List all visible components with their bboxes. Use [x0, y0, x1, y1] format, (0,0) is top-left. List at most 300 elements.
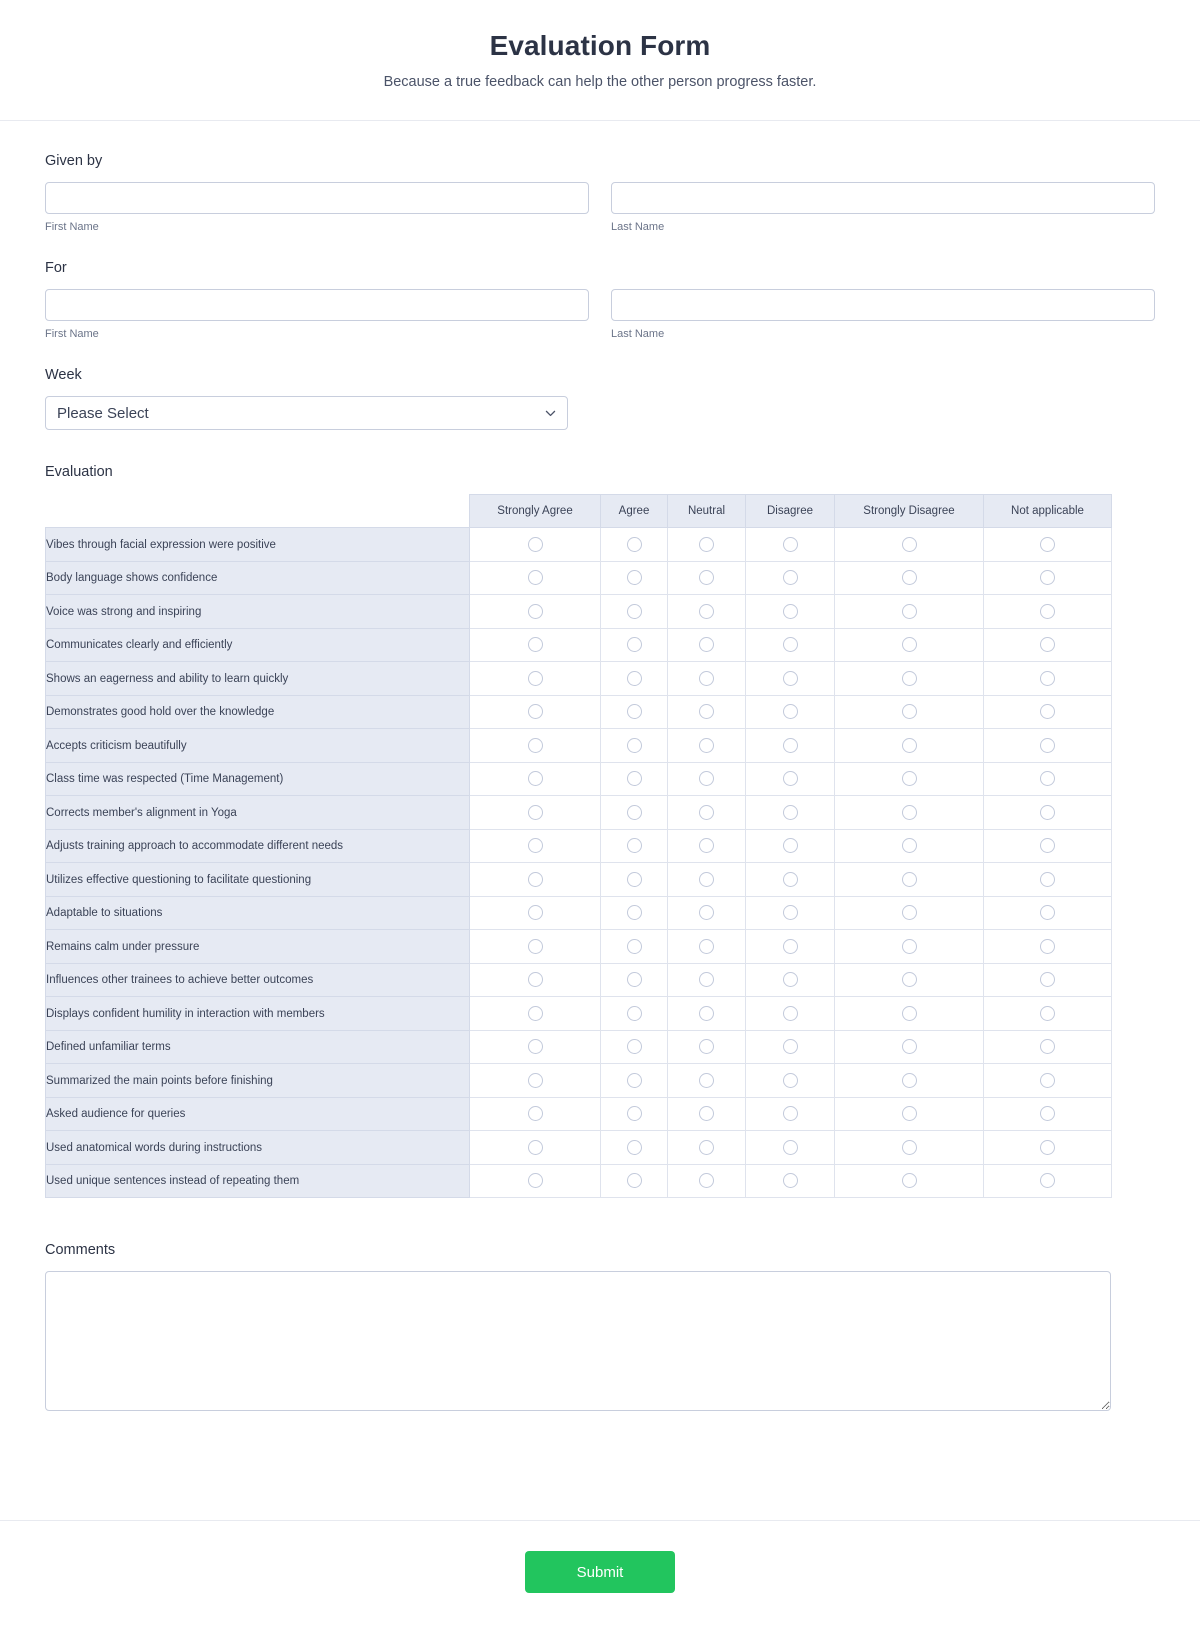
table-row	[46, 662, 1112, 696]
radio-button-icon[interactable]	[902, 637, 917, 652]
matrix-radio-cell[interactable]	[984, 930, 1112, 964]
radio-button-icon[interactable]	[699, 805, 714, 820]
radio-button-icon[interactable]	[528, 1039, 543, 1054]
radio-button-icon[interactable]	[783, 671, 798, 686]
radio-button-icon[interactable]	[699, 738, 714, 753]
radio-button-icon[interactable]	[1040, 704, 1055, 719]
radio-button-icon[interactable]	[528, 570, 543, 585]
matrix-radio-cell[interactable]	[470, 729, 601, 763]
matrix-radio-cell[interactable]	[601, 1097, 668, 1131]
matrix-radio-cell[interactable]	[835, 561, 984, 595]
matrix-radio-cell[interactable]	[835, 1030, 984, 1064]
matrix-radio-cell[interactable]	[601, 896, 668, 930]
radio-button-icon[interactable]	[699, 570, 714, 585]
radio-button-icon[interactable]	[783, 1006, 798, 1021]
radio-button-icon[interactable]	[627, 1073, 642, 1088]
radio-button-icon[interactable]	[783, 738, 798, 753]
page-title: Evaluation Form	[489, 30, 711, 61]
matrix-radio-cell[interactable]	[668, 662, 746, 696]
matrix-header-row	[46, 495, 1112, 528]
radio-button-icon[interactable]	[1040, 604, 1055, 619]
matrix-radio-cell[interactable]	[601, 863, 668, 897]
radio-button-icon[interactable]	[528, 704, 543, 719]
radio-button-icon[interactable]	[627, 838, 642, 853]
radio-button-icon[interactable]	[783, 939, 798, 954]
radio-button-icon[interactable]	[783, 1140, 798, 1155]
radio-button-icon[interactable]	[699, 872, 714, 887]
matrix-radio-cell[interactable]	[835, 1097, 984, 1131]
matrix-radio-cell[interactable]	[668, 997, 746, 1031]
radio-button-icon[interactable]	[699, 905, 714, 920]
radio-button-icon[interactable]	[627, 570, 642, 585]
matrix-radio-cell[interactable]	[835, 796, 984, 830]
matrix-radio-cell[interactable]	[601, 1164, 668, 1198]
radio-button-icon[interactable]	[902, 1073, 917, 1088]
radio-button-icon[interactable]	[699, 1073, 714, 1088]
comments-textarea[interactable]	[45, 1271, 1111, 1411]
matrix-radio-cell[interactable]	[470, 930, 601, 964]
radio-button-icon[interactable]	[627, 972, 642, 987]
matrix-corner-cell	[46, 495, 470, 528]
given-by-first-name-input[interactable]	[45, 182, 589, 214]
matrix-radio-cell[interactable]	[746, 762, 835, 796]
matrix-radio-cell[interactable]	[668, 1030, 746, 1064]
radio-button-icon[interactable]	[783, 905, 798, 920]
matrix-radio-cell[interactable]	[470, 997, 601, 1031]
matrix-radio-cell[interactable]	[668, 1097, 746, 1131]
radio-button-icon[interactable]	[627, 604, 642, 619]
matrix-radio-cell[interactable]	[470, 963, 601, 997]
radio-button-icon[interactable]	[902, 671, 917, 686]
matrix-radio-cell[interactable]	[746, 628, 835, 662]
radio-button-icon[interactable]	[528, 738, 543, 753]
radio-button-icon[interactable]	[1040, 1106, 1055, 1121]
for-last-name-input[interactable]	[611, 289, 1155, 321]
matrix-radio-cell[interactable]	[746, 863, 835, 897]
matrix-radio-cell[interactable]	[668, 561, 746, 595]
matrix-radio-cell[interactable]	[746, 997, 835, 1031]
radio-button-icon[interactable]	[1040, 838, 1055, 853]
column-header-neutral: Neutral	[668, 495, 746, 528]
radio-button-icon[interactable]	[1040, 738, 1055, 753]
radio-button-icon[interactable]	[699, 704, 714, 719]
matrix-radio-cell[interactable]	[601, 997, 668, 1031]
matrix-radio-cell[interactable]	[668, 595, 746, 629]
given-by-last-name-col	[611, 182, 1155, 234]
radio-button-icon[interactable]	[528, 838, 543, 853]
radio-button-icon[interactable]	[627, 671, 642, 686]
field-group-week	[45, 367, 1155, 430]
radio-button-icon[interactable]	[902, 1006, 917, 1021]
table-row	[46, 963, 1112, 997]
matrix-row-label: Summarized the main points before finishing	[46, 1064, 470, 1098]
radio-button-icon[interactable]	[783, 872, 798, 887]
matrix-radio-cell[interactable]	[746, 528, 835, 562]
radio-button-icon[interactable]	[627, 1173, 642, 1188]
radio-button-icon[interactable]	[627, 771, 642, 786]
matrix-radio-cell[interactable]	[984, 1030, 1112, 1064]
matrix-radio-cell[interactable]	[984, 729, 1112, 763]
for-name-row	[45, 289, 1155, 341]
radio-button-icon[interactable]	[1040, 637, 1055, 652]
radio-button-icon[interactable]	[1040, 805, 1055, 820]
matrix-radio-cell[interactable]	[601, 1030, 668, 1064]
for-label: For	[45, 260, 67, 277]
radio-button-icon[interactable]	[783, 704, 798, 719]
matrix-row-label: Corrects member's alignment in Yoga	[46, 796, 470, 830]
radio-button-icon[interactable]	[699, 1106, 714, 1121]
matrix-row-label: Defined unfamiliar terms	[46, 1030, 470, 1064]
radio-button-icon[interactable]	[1040, 1039, 1055, 1054]
matrix-radio-cell[interactable]	[746, 829, 835, 863]
radio-button-icon[interactable]	[902, 570, 917, 585]
radio-button-icon[interactable]	[1040, 570, 1055, 585]
radio-button-icon[interactable]	[783, 537, 798, 552]
matrix-radio-cell[interactable]	[984, 695, 1112, 729]
matrix-radio-cell[interactable]	[746, 662, 835, 696]
matrix-radio-cell[interactable]	[835, 1131, 984, 1165]
radio-button-icon[interactable]	[1040, 872, 1055, 887]
matrix-radio-cell[interactable]	[835, 829, 984, 863]
matrix-radio-cell[interactable]	[668, 695, 746, 729]
radio-button-icon[interactable]	[627, 1106, 642, 1121]
radio-button-icon[interactable]	[902, 771, 917, 786]
evaluation-section	[45, 464, 1155, 1198]
matrix-radio-cell[interactable]	[668, 829, 746, 863]
table-row	[46, 595, 1112, 629]
matrix-radio-cell[interactable]	[984, 628, 1112, 662]
matrix-radio-cell[interactable]	[668, 796, 746, 830]
matrix-radio-cell[interactable]	[835, 863, 984, 897]
matrix-radio-cell[interactable]	[984, 1131, 1112, 1165]
matrix-radio-cell[interactable]	[835, 762, 984, 796]
matrix-radio-cell[interactable]	[746, 1064, 835, 1098]
matrix-row-label: Adaptable to situations	[46, 896, 470, 930]
matrix-radio-cell[interactable]	[601, 963, 668, 997]
radio-button-icon[interactable]	[902, 738, 917, 753]
matrix-radio-cell[interactable]	[470, 896, 601, 930]
matrix-radio-cell[interactable]	[835, 896, 984, 930]
radio-button-icon[interactable]	[528, 872, 543, 887]
matrix-row-label: Influences other trainees to achieve better outcomes	[46, 963, 470, 997]
table-row	[46, 628, 1112, 662]
column-header-agree: Agree	[601, 495, 668, 528]
matrix-radio-cell[interactable]	[984, 528, 1112, 562]
matrix-radio-cell[interactable]	[601, 762, 668, 796]
radio-button-icon[interactable]	[902, 939, 917, 954]
matrix-radio-cell[interactable]	[746, 1164, 835, 1198]
radio-button-icon[interactable]	[783, 1073, 798, 1088]
radio-button-icon[interactable]	[1040, 1073, 1055, 1088]
radio-button-icon[interactable]	[627, 637, 642, 652]
matrix-radio-cell[interactable]	[668, 1164, 746, 1198]
radio-button-icon[interactable]	[528, 771, 543, 786]
radio-button-icon[interactable]	[1040, 1006, 1055, 1021]
matrix-radio-cell[interactable]	[668, 729, 746, 763]
matrix-radio-cell[interactable]	[668, 863, 746, 897]
matrix-radio-cell[interactable]	[984, 1164, 1112, 1198]
matrix-radio-cell[interactable]	[470, 595, 601, 629]
radio-button-icon[interactable]	[902, 704, 917, 719]
radio-button-icon[interactable]	[902, 872, 917, 887]
given-by-label: Given by	[45, 153, 103, 170]
matrix-radio-cell[interactable]	[601, 662, 668, 696]
radio-button-icon[interactable]	[902, 537, 917, 552]
matrix-radio-cell[interactable]	[470, 1030, 601, 1064]
matrix-radio-cell[interactable]	[470, 662, 601, 696]
radio-button-icon[interactable]	[699, 637, 714, 652]
given-by-last-name-input[interactable]	[611, 182, 1155, 214]
matrix-body	[46, 528, 1112, 1198]
radio-button-icon[interactable]	[1040, 771, 1055, 786]
matrix-row-label: Adjusts training approach to accommodate different needs	[46, 829, 470, 863]
radio-button-icon[interactable]	[902, 805, 917, 820]
matrix-radio-cell[interactable]	[835, 595, 984, 629]
matrix-row-label: Used anatomical words during instructions	[46, 1131, 470, 1165]
radio-button-icon[interactable]	[1040, 972, 1055, 987]
table-row	[46, 1131, 1112, 1165]
matrix-row-label: Utilizes effective questioning to facilitate questioning	[46, 863, 470, 897]
field-group-given-by	[45, 153, 1155, 234]
matrix-radio-cell[interactable]	[470, 762, 601, 796]
matrix-radio-cell[interactable]	[470, 1131, 601, 1165]
matrix-row-label: Accepts criticism beautifully	[46, 729, 470, 763]
matrix-radio-cell[interactable]	[984, 595, 1112, 629]
matrix-radio-cell[interactable]	[835, 528, 984, 562]
radio-button-icon[interactable]	[528, 604, 543, 619]
radio-button-icon[interactable]	[528, 972, 543, 987]
radio-button-icon[interactable]	[528, 1173, 543, 1188]
radio-button-icon[interactable]	[783, 637, 798, 652]
radio-button-icon[interactable]	[1040, 939, 1055, 954]
radio-button-icon[interactable]	[627, 1006, 642, 1021]
radio-button-icon[interactable]	[783, 1106, 798, 1121]
radio-button-icon[interactable]	[528, 671, 543, 686]
radio-button-icon[interactable]	[699, 838, 714, 853]
radio-button-icon[interactable]	[528, 939, 543, 954]
matrix-radio-cell[interactable]	[835, 1064, 984, 1098]
matrix-radio-cell[interactable]	[984, 997, 1112, 1031]
matrix-radio-cell[interactable]	[835, 695, 984, 729]
radio-button-icon[interactable]	[783, 771, 798, 786]
matrix-radio-cell[interactable]	[470, 628, 601, 662]
matrix-row-label: Body language shows confidence	[46, 561, 470, 595]
matrix-radio-cell[interactable]	[746, 1030, 835, 1064]
week-select[interactable]	[45, 396, 568, 430]
matrix-radio-cell[interactable]	[668, 628, 746, 662]
matrix-radio-cell[interactable]	[835, 963, 984, 997]
matrix-radio-cell[interactable]	[984, 762, 1112, 796]
matrix-radio-cell[interactable]	[470, 1097, 601, 1131]
matrix-row-label: Demonstrates good hold over the knowledge	[46, 695, 470, 729]
matrix-radio-cell[interactable]	[984, 796, 1112, 830]
matrix-radio-cell[interactable]	[746, 695, 835, 729]
radio-button-icon[interactable]	[902, 838, 917, 853]
evaluation-matrix-table	[45, 494, 1112, 1198]
matrix-radio-cell[interactable]	[601, 1131, 668, 1165]
matrix-radio-cell[interactable]	[668, 896, 746, 930]
radio-button-icon[interactable]	[783, 1039, 798, 1054]
comments-section	[45, 1242, 1155, 1411]
for-first-name-sublabel: First Name	[45, 328, 99, 341]
matrix-radio-cell[interactable]	[601, 729, 668, 763]
table-row	[46, 829, 1112, 863]
matrix-radio-cell[interactable]	[746, 561, 835, 595]
matrix-radio-cell[interactable]	[984, 1097, 1112, 1131]
radio-button-icon[interactable]	[699, 1039, 714, 1054]
matrix-radio-cell[interactable]	[470, 695, 601, 729]
matrix-radio-cell[interactable]	[835, 662, 984, 696]
radio-button-icon[interactable]	[783, 838, 798, 853]
for-last-name-sublabel: Last Name	[611, 328, 665, 341]
given-by-first-name-col	[45, 182, 589, 234]
matrix-radio-cell[interactable]	[835, 997, 984, 1031]
matrix-radio-cell[interactable]	[746, 729, 835, 763]
radio-button-icon[interactable]	[627, 805, 642, 820]
matrix-radio-cell[interactable]	[746, 896, 835, 930]
radio-button-icon[interactable]	[627, 872, 642, 887]
matrix-radio-cell[interactable]	[470, 561, 601, 595]
table-row	[46, 930, 1112, 964]
matrix-radio-cell[interactable]	[601, 796, 668, 830]
radio-button-icon[interactable]	[902, 972, 917, 987]
radio-button-icon[interactable]	[528, 1106, 543, 1121]
radio-button-icon[interactable]	[528, 1140, 543, 1155]
radio-button-icon[interactable]	[1040, 671, 1055, 686]
radio-button-icon[interactable]	[699, 771, 714, 786]
radio-button-icon[interactable]	[627, 905, 642, 920]
matrix-row-label: Vibes through facial expression were positive	[46, 528, 470, 562]
form-header	[0, 0, 1200, 121]
table-row	[46, 762, 1112, 796]
radio-button-icon[interactable]	[528, 805, 543, 820]
radio-button-icon[interactable]	[783, 972, 798, 987]
radio-button-icon[interactable]	[627, 939, 642, 954]
matrix-radio-cell[interactable]	[668, 1064, 746, 1098]
radio-button-icon[interactable]	[528, 1073, 543, 1088]
matrix-radio-cell[interactable]	[470, 1164, 601, 1198]
matrix-radio-cell[interactable]	[601, 561, 668, 595]
matrix-radio-cell[interactable]	[984, 829, 1112, 863]
radio-button-icon[interactable]	[699, 537, 714, 552]
matrix-radio-cell[interactable]	[746, 1097, 835, 1131]
table-row	[46, 896, 1112, 930]
radio-button-icon[interactable]	[783, 1173, 798, 1188]
for-first-name-input[interactable]	[45, 289, 589, 321]
matrix-radio-cell[interactable]	[984, 896, 1112, 930]
matrix-radio-cell[interactable]	[601, 628, 668, 662]
matrix-radio-cell[interactable]	[668, 762, 746, 796]
comments-label: Comments	[45, 1242, 116, 1259]
radio-button-icon[interactable]	[627, 704, 642, 719]
matrix-radio-cell[interactable]	[470, 863, 601, 897]
table-row	[46, 1097, 1112, 1131]
radio-button-icon[interactable]	[1040, 1173, 1055, 1188]
matrix-radio-cell[interactable]	[984, 561, 1112, 595]
radio-button-icon[interactable]	[528, 637, 543, 652]
column-header-disagree: Disagree	[746, 495, 835, 528]
radio-button-icon[interactable]	[902, 1173, 917, 1188]
matrix-row-label: Class time was respected (Time Management)	[46, 762, 470, 796]
form-body	[0, 121, 1200, 1474]
radio-button-icon[interactable]	[699, 939, 714, 954]
radio-button-icon[interactable]	[699, 1173, 714, 1188]
given-by-name-row	[45, 182, 1155, 234]
table-row	[46, 796, 1112, 830]
matrix-radio-cell[interactable]	[601, 695, 668, 729]
matrix-radio-cell[interactable]	[746, 963, 835, 997]
matrix-radio-cell[interactable]	[984, 863, 1112, 897]
submit-button[interactable]: Submit	[525, 1551, 675, 1593]
radio-button-icon[interactable]	[699, 1140, 714, 1155]
matrix-radio-cell[interactable]	[470, 528, 601, 562]
radio-button-icon[interactable]	[902, 1039, 917, 1054]
matrix-radio-cell[interactable]	[668, 1131, 746, 1165]
matrix-radio-cell[interactable]	[835, 628, 984, 662]
matrix-radio-cell[interactable]	[668, 528, 746, 562]
radio-button-icon[interactable]	[902, 1140, 917, 1155]
matrix-radio-cell[interactable]	[601, 930, 668, 964]
radio-button-icon[interactable]	[528, 905, 543, 920]
matrix-radio-cell[interactable]	[601, 595, 668, 629]
radio-button-icon[interactable]	[528, 537, 543, 552]
matrix-radio-cell[interactable]	[746, 796, 835, 830]
matrix-radio-cell[interactable]	[746, 930, 835, 964]
matrix-radio-cell[interactable]	[984, 662, 1112, 696]
matrix-radio-cell[interactable]	[835, 930, 984, 964]
radio-button-icon[interactable]	[1040, 905, 1055, 920]
matrix-radio-cell[interactable]	[835, 729, 984, 763]
radio-button-icon[interactable]	[528, 1006, 543, 1021]
matrix-radio-cell[interactable]	[746, 595, 835, 629]
radio-button-icon[interactable]	[699, 604, 714, 619]
matrix-radio-cell[interactable]	[601, 1064, 668, 1098]
matrix-radio-cell[interactable]	[746, 1131, 835, 1165]
radio-button-icon[interactable]	[902, 905, 917, 920]
matrix-row-label: Shows an eagerness and ability to learn quickly	[46, 662, 470, 696]
radio-button-icon[interactable]	[783, 805, 798, 820]
matrix-radio-cell[interactable]	[601, 528, 668, 562]
field-group-for	[45, 260, 1155, 341]
matrix-radio-cell[interactable]	[668, 963, 746, 997]
radio-button-icon[interactable]	[699, 1006, 714, 1021]
matrix-radio-cell[interactable]	[668, 930, 746, 964]
radio-button-icon[interactable]	[699, 671, 714, 686]
radio-button-icon[interactable]	[699, 972, 714, 987]
matrix-radio-cell[interactable]	[835, 1164, 984, 1198]
radio-button-icon[interactable]	[627, 738, 642, 753]
matrix-radio-cell[interactable]	[601, 829, 668, 863]
matrix-radio-cell[interactable]	[470, 1064, 601, 1098]
matrix-radio-cell[interactable]	[470, 796, 601, 830]
page-subtitle: Because a true feedback can help the other person progress faster.	[383, 74, 817, 91]
radio-button-icon[interactable]	[627, 1140, 642, 1155]
matrix-radio-cell[interactable]	[984, 1064, 1112, 1098]
matrix-radio-cell[interactable]	[984, 963, 1112, 997]
matrix-radio-cell[interactable]	[470, 829, 601, 863]
radio-button-icon[interactable]	[902, 604, 917, 619]
radio-button-icon[interactable]	[627, 1039, 642, 1054]
radio-button-icon[interactable]	[1040, 537, 1055, 552]
form-footer	[0, 1520, 1200, 1627]
radio-button-icon[interactable]	[783, 570, 798, 585]
table-row	[46, 863, 1112, 897]
radio-button-icon[interactable]	[783, 604, 798, 619]
radio-button-icon[interactable]	[1040, 1140, 1055, 1155]
radio-button-icon[interactable]	[902, 1106, 917, 1121]
radio-button-icon[interactable]	[627, 537, 642, 552]
given-by-last-name-sublabel: Last Name	[611, 221, 665, 234]
